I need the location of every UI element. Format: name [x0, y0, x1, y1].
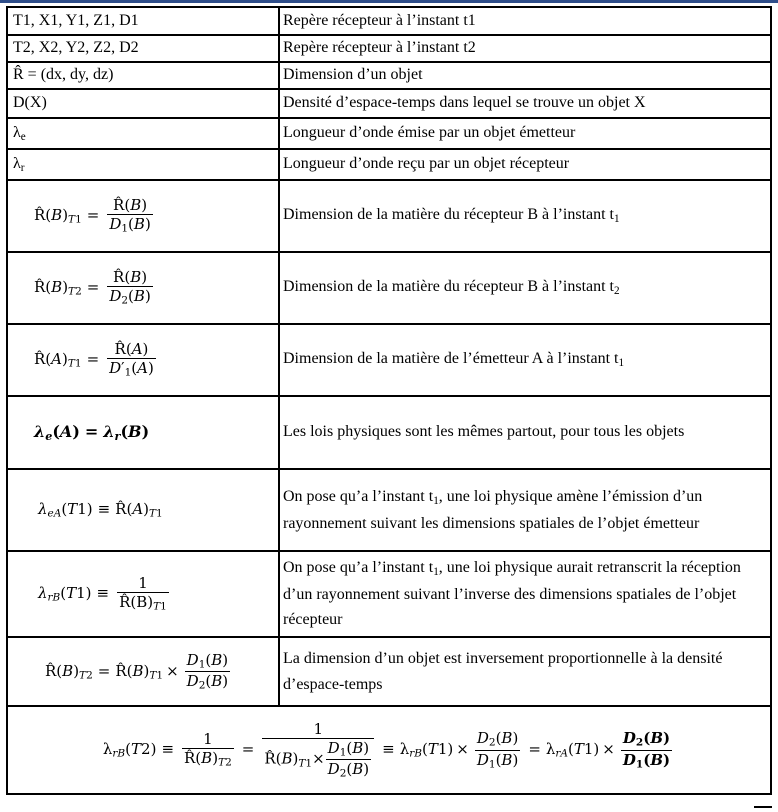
formula-cell [7, 252, 279, 324]
term-cell: R̂ = (dx, dy, dz) [7, 62, 279, 89]
formula-dimension-b-t1: $R̂(B)_{T1}$ = $\frac{R̂(B)}{D_1(B)}$ [34, 196, 151, 236]
definition-cell: Densité d’espace-temps dans lequel se trouve un objet X [279, 89, 771, 118]
definition-subscript: 1 [433, 494, 439, 507]
definition-text: , une loi physique amène l’émission d’un rayonnement suivant les dimensions spatiales de l’objet émetteur [283, 487, 703, 532]
table-row [7, 706, 771, 794]
definition-text: , une loi physique aurait retranscrit la réception d’un rayonnement suivant l’inverse des dimensions spatiales de l’objet récepteur [283, 559, 741, 629]
formula-dimension-b-t2: $R̂(B)_{T2}$ = $\frac{R̂(B)}{D_2(B)}$ [34, 268, 151, 308]
table-row [7, 35, 771, 62]
definitions-table [6, 6, 772, 795]
definition-cell: La dimension d’un objet est inversement proportionnelle à la densité d’espace-temps [279, 637, 771, 706]
table-row [7, 469, 771, 551]
definition-cell [279, 252, 771, 324]
formula-cell [7, 469, 279, 551]
definition-subscript: 1 [618, 356, 625, 369]
table-row [7, 637, 771, 706]
lambda-symbol: λ [13, 123, 21, 141]
term-cell: T1, X1, Y1, Z1, D1 [7, 7, 279, 35]
table-row [7, 149, 771, 180]
table-row [7, 89, 771, 118]
formula-dimension-a-t1: $R̂(A)_{T1}$ = $\frac{R̂(A)}{D'_1(A)}$ [34, 340, 154, 380]
table-row [7, 324, 771, 396]
definition-cell [279, 469, 771, 551]
page-edge-mark [754, 806, 772, 812]
table-row [7, 252, 771, 324]
term-cell: D(X) [7, 89, 279, 118]
formula-emission: $\lambda_{eA}(T1)$ ≡ $R̂(A)_{T1}$ [38, 499, 163, 520]
table-row [7, 118, 771, 149]
table-row [7, 396, 771, 469]
table-row [7, 180, 771, 252]
definition-subscript: 1 [433, 565, 439, 578]
table-row [7, 551, 771, 637]
formula-inverse-proportion: $R̂(B)_{T2}$ = $R̂(B)_{T1}$ × $\frac{D_1(B)}{D_2(B)}$ [45, 650, 229, 692]
definition-cell [279, 180, 771, 252]
definition-subscript: 1 [614, 212, 620, 225]
definition-text: Dimension de la matière du récepteur B à l’instant t [283, 206, 614, 224]
table-row [7, 7, 771, 35]
definition-text: On pose qu’a l’instant t [283, 559, 434, 577]
definition-cell: Repère récepteur à l’instant t2 [279, 35, 771, 62]
definition-cell: Repère récepteur à l’instant t1 [279, 7, 771, 35]
definition-cell: Les lois physiques sont les mêmes partout, pour tous les objets [279, 396, 771, 469]
formula-cell [7, 396, 279, 469]
definition-cell: Longueur d’onde émise par un objet émetteur [279, 118, 771, 149]
formula-cell [7, 637, 279, 706]
definition-subscript: 2 [614, 284, 620, 297]
formula-cell [7, 324, 279, 396]
term-cell: T2, X2, Y2, Z2, D2 [7, 35, 279, 62]
lambda-subscript: r [20, 161, 25, 174]
formula-final-wavelength: $\lambda_{rB}(T2)$ ≡ $\frac{1}{R̂(B)_{T2}}$ = 1 $R̂(B)_{T1}\times$ $\frac{D_1(B)}{D_2(B)}$ ≡ $\lambda_{rB}(T1)$ × $\frac{D_2(B)}{D_1(B)}$ = $\lambda_{rA}(T1)$ × $\frac{D_2(B)}{D_1(B)}$ [102, 719, 671, 780]
formula-physical-laws: $\lambda_e(A) = \lambda_r(B)$ [34, 421, 150, 443]
definition-cell: Dimension d’un objet [279, 62, 771, 89]
formula-cell [7, 551, 279, 637]
formula-reception: $\lambda_{rB}(T1)$ ≡ $\frac{1}{R̂(B)_{T1}}$ [38, 574, 167, 614]
formula-cell [7, 180, 279, 252]
term-cell [7, 149, 279, 180]
final-equation-cell [7, 706, 771, 794]
definition-cell [279, 551, 771, 637]
lambda-symbol: λ [13, 154, 21, 172]
term-cell [7, 118, 279, 149]
definition-cell: Longueur d’onde reçu par un objet récepteur [279, 149, 771, 180]
definition-text: On pose qu’a l’instant t [283, 487, 434, 505]
definition-cell [279, 324, 771, 396]
lambda-subscript: e [20, 130, 26, 143]
definition-text: Dimension de la matière de l’émetteur A à l’instant t [283, 350, 619, 368]
definition-text: Dimension de la matière du récepteur B à l’instant t [283, 278, 614, 296]
top-border-line [0, 0, 778, 3]
table-row [7, 62, 771, 89]
